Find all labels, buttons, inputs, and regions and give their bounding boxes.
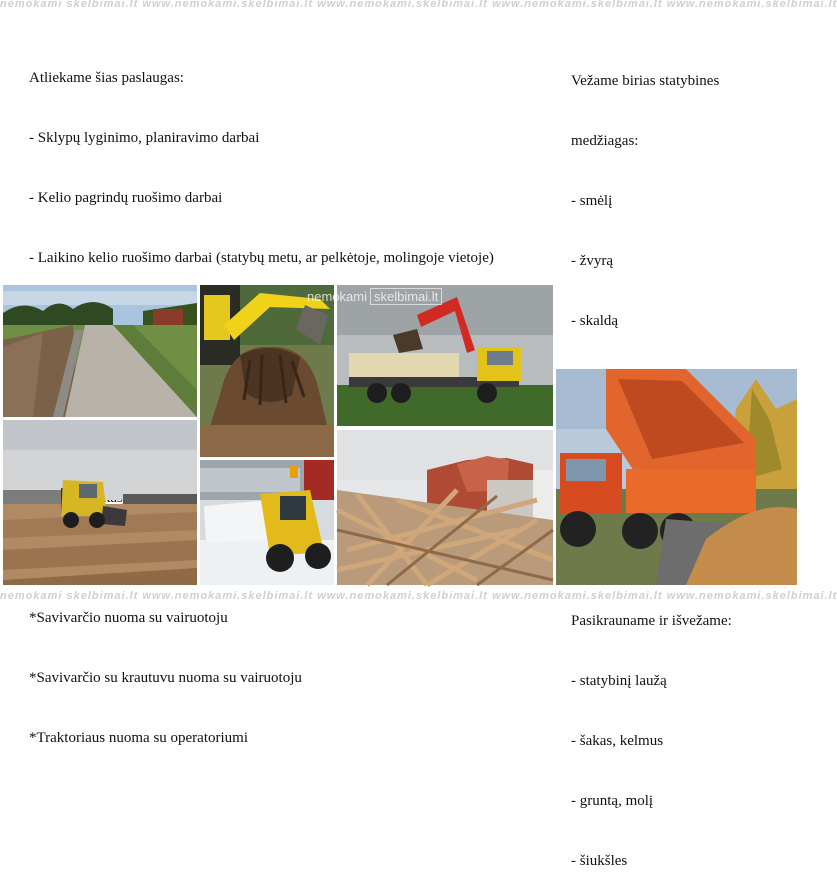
service-item: - Kelio pagrindų ruošimo darbai: [29, 190, 223, 206]
services-heading: Atliekame šias paslaugas:: [29, 70, 184, 86]
removal-item: - šiukšles: [571, 853, 628, 869]
photo-bulldozer-sand: [3, 420, 197, 585]
photo-crane-truck: [307, 285, 553, 426]
rental-item: *Savivarčio su krautuvu nuoma su vairuotoju: [29, 670, 302, 686]
material-item: - smėlį: [571, 193, 613, 209]
photo-excavator-stump: [200, 285, 334, 457]
material-item: - skaldą: [571, 313, 619, 329]
photo-watermark: nemokami skelbimai.lt: [307, 289, 442, 304]
rental-item: *Savivarčio nuoma su vairuotoju: [29, 610, 228, 626]
service-item: - Sklypų lyginimo, planiravimo darbai: [29, 130, 260, 146]
photo-snow-loader: [200, 460, 334, 585]
photo-demolition: [337, 430, 553, 585]
removal-item: - šakas, kelmus: [571, 733, 664, 749]
service-item: - Laikino kelio ruošimo darbai (statybų metu, ar pelkėtoje, molingoje vietoje): [29, 250, 494, 266]
photo-gravel-road: [3, 285, 197, 417]
materials-heading-cont: medžiagas:: [571, 133, 639, 149]
material-item: - žvyrą: [571, 253, 614, 269]
removal-item: - statybinį laužą: [571, 673, 667, 689]
materials-heading: Vežame birias statybines: [571, 73, 720, 89]
photo-dump-truck: [556, 369, 797, 585]
watermark-bottom: nemokami skelbimai.lt www.nemokami.skelbimai.lt www.nemokami.skelbimai.lt www.nemokami.skelbimai.lt www.nemokami.skelbimai.lt: [0, 590, 837, 602]
removal-heading: Pasikrauname ir išvežame:: [571, 613, 732, 629]
watermark-top: nemokami skelbimai.lt www.nemokami.skelbimai.lt www.nemokami.skelbimai.lt www.nemokami.skelbimai.lt www.nemokami.skelbimai.lt: [0, 0, 837, 10]
rental-item: *Traktoriaus nuoma su operatoriumi: [29, 730, 249, 746]
removal-item: - gruntą, molį: [571, 793, 654, 809]
